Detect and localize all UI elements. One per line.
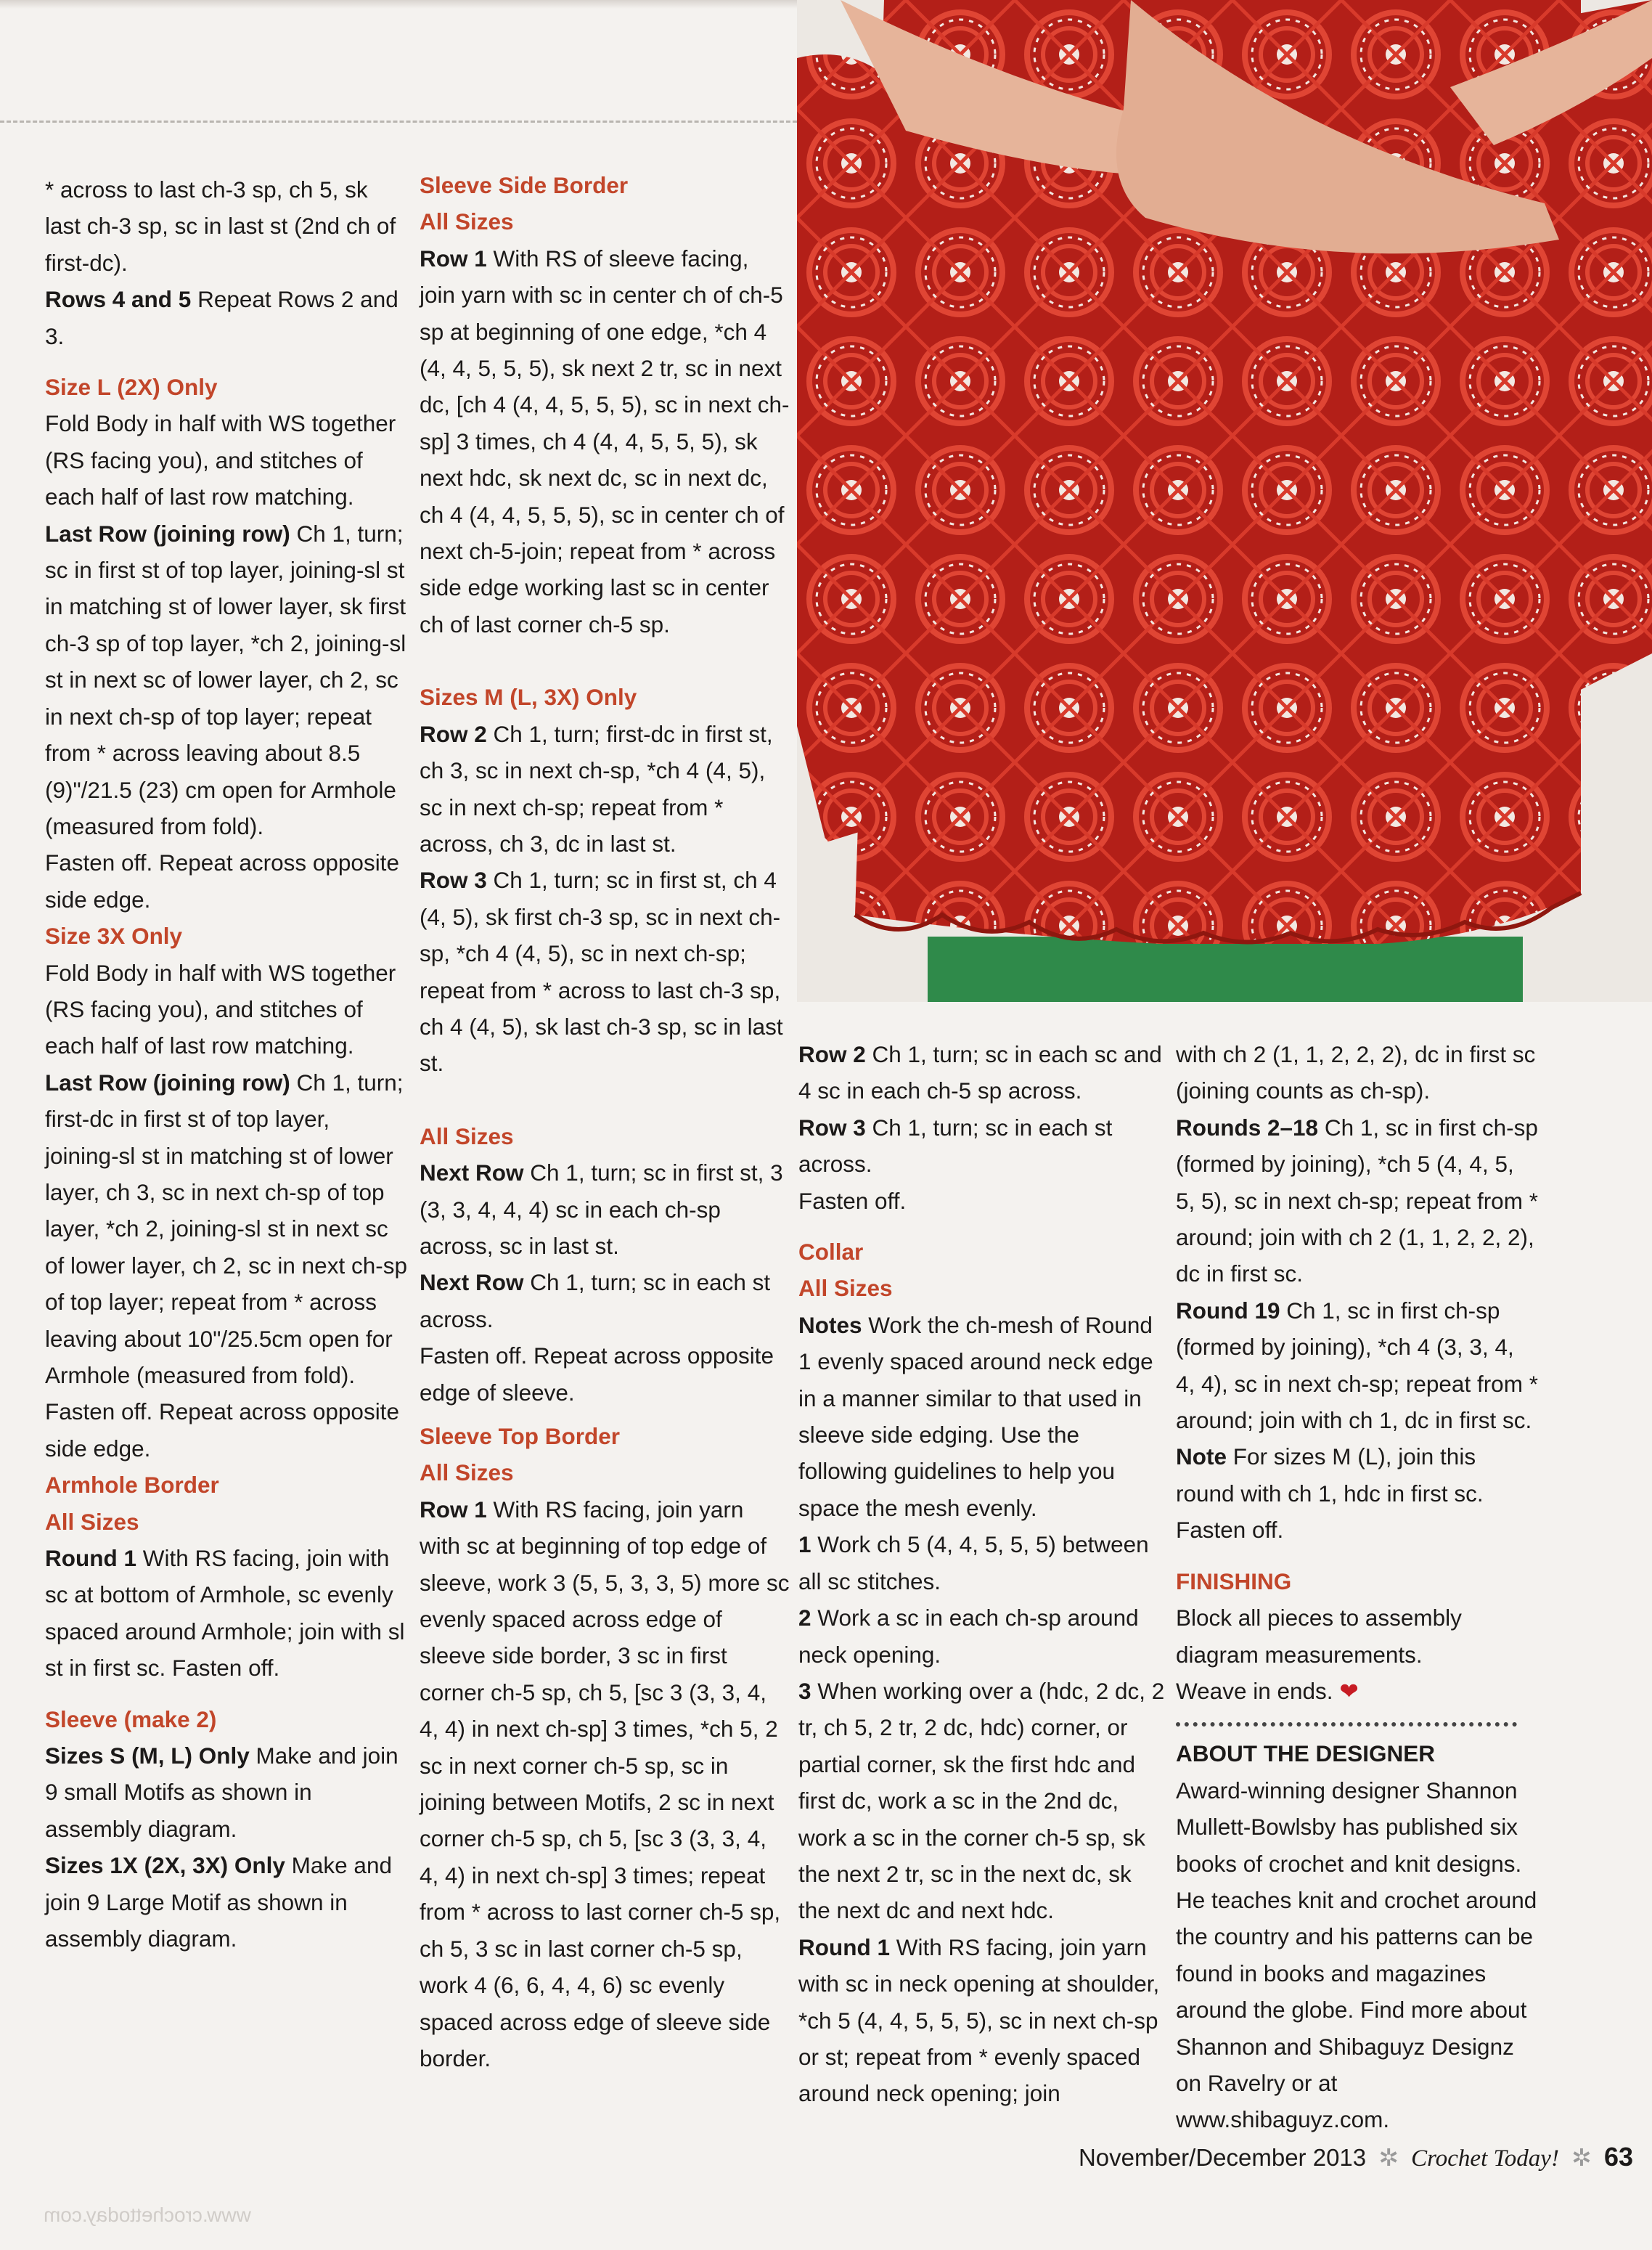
paragraph: Next Row Ch 1, turn; sc in each st across. xyxy=(420,1269,771,1332)
section-heading: Size 3X Only xyxy=(45,923,183,950)
paragraph: Round 19 Ch 1, sc in first ch-sp (formed by joining), *ch 4 (3, 3, 4, 4, 4), sc in next ch-sp; repeat from * around; join with ch 1, dc in first sc. Note For sizes M (L), join this round with ch 1, hdc in first sc. Fasten off. xyxy=(1176,1297,1538,1544)
column-3 xyxy=(798,1036,1169,2112)
page-footer xyxy=(994,2142,1633,2172)
designer-bio: Award-winning designer Shannon Mullett-Bowlsby has published six books of crochet and knit designs. He teaches knit and crochet around the country and his patterns can be found in books and magazines around the globe. Find more about Shannon and Shibaguyz Designz on Ravelry or at www.shibaguyz.com. xyxy=(1176,1777,1537,2133)
paragraph: Row 2 Ch 1, turn; sc in each sc and 4 sc in each ch-5 sp across. xyxy=(798,1041,1162,1104)
paragraph: Last Row (joining row) Ch 1, turn; first-dc in first st of top layer, joining-sl st in matching st of lower layer, ch 3, sc in next ch-sp of top layer, *ch 2, joining-sl st in next sc of lower layer, ch 2, sc in next ch-sp of top layer; repeat from * across leaving about 10"/25.5cm open for Armhole (measured from fold). xyxy=(45,1069,407,1388)
bleed-through-url: www.crochettoday.com xyxy=(44,2204,251,2226)
column-2 xyxy=(420,167,790,2076)
section-heading: Collar xyxy=(798,1239,864,1265)
paragraph: Row 2 Ch 1, turn; first-dc in first st, ch 3, sc in next ch-sp, *ch 4 (4, 5), sc in next ch-sp; repeat from * across, ch 3, dc in last st. xyxy=(420,720,773,857)
paragraph: 2 Work a sc in each ch-sp around neck opening. xyxy=(798,1605,1139,1668)
paragraph: Round 1 With RS facing, join yarn with sc in neck opening at shoulder, *ch 5 (4, 4, 5, 5, 5), sc in next ch-sp or st; repeat from * evenly spaced around neck opening; join xyxy=(798,1933,1160,2107)
paragraph: Fasten off. Repeat across opposite edge of sleeve. xyxy=(420,1342,774,1406)
section-heading: Size L (2X) Only xyxy=(45,374,218,401)
section-heading: Sizes M (L, 3X) Only xyxy=(420,684,637,711)
paragraph: Last Row (joining row) Ch 1, turn; sc in first st of top layer, joining-sl st in matching st of lower layer, sk first ch-3 sp of top layer, *ch 2, joining-sl st in next sc of lower layer, ch 2, sc in next ch-sp of top layer; repeat from * across leaving about 8.5 (9)"/21.5 (23) cm open for Armhole (measured from fold). xyxy=(45,520,406,839)
column-1 xyxy=(45,171,408,1957)
top-strip xyxy=(0,0,797,9)
paragraph: Rounds 2–18 Ch 1, sc in first ch-sp (formed by joining), *ch 5 (4, 4, 5, 5, 5), sc in next ch-sp; repeat from * around; join with ch 2 (1, 1, 2, 2, 2), dc in first sc. xyxy=(1176,1114,1538,1287)
section-heading: Sleeve Top Border xyxy=(420,1423,620,1449)
paragraph: Next Row Ch 1, turn; sc in first st, 3 (3, 3, 4, 4, 4) sc in each ch-sp across, sc in last st. xyxy=(420,1159,783,1259)
issue-date: November/December 2013 xyxy=(1078,2144,1367,2171)
column-4 xyxy=(1176,1036,1539,2138)
paragraph: Fold Body in half with WS together (RS facing you), and stitches of each half of last row matching. xyxy=(45,959,396,1059)
paragraph: with ch 2 (1, 1, 2, 2, 2), dc in first sc (joining counts as ch-sp). xyxy=(1176,1041,1536,1104)
paragraph: Block all pieces to assembly diagram measurements. xyxy=(1176,1605,1462,1668)
section-subheading: All Sizes xyxy=(798,1275,893,1302)
paragraph: Sizes S (M, L) Only Make and join 9 small Motifs as shown in assembly diagram. xyxy=(45,1742,398,1842)
paragraph: 1 Work ch 5 (4, 4, 5, 5, 5) between all sc stitches. xyxy=(798,1531,1149,1594)
section-heading: All Sizes xyxy=(420,1122,514,1149)
paragraph: Sizes 1X (2X, 3X) Only Make and join 9 Large Motif as shown in assembly diagram. xyxy=(45,1852,392,1952)
magazine-name: Crochet Today! xyxy=(1411,2145,1559,2172)
section-subheading: All Sizes xyxy=(420,1459,514,1486)
paragraph: Fasten off. xyxy=(798,1187,907,1214)
section-heading: ABOUT THE DESIGNER xyxy=(1176,1740,1436,1767)
paragraph: Rows 4 and 5 Repeat Rows 2 and 3. xyxy=(45,286,398,349)
red-crochet-tunic-icon xyxy=(797,0,1652,1002)
garment-photo xyxy=(797,0,1652,1002)
paragraph: Row 3 Ch 1, turn; sc in each st across. xyxy=(798,1114,1113,1178)
separator-icon: ✲ xyxy=(1571,2144,1592,2171)
paragraph: Row 3 Ch 1, turn; sc in first st, ch 4 (4, 5), sk first ch-3 sp, sc in next ch-sp, *ch 4 (4, 5), sc in next ch-sp; repeat from * across to last ch-3 sp, ch 4 (4, 5), sk last ch-3 sp, sc in last st. xyxy=(420,867,783,1077)
paragraph: * across to last ch-3 sp, ch 5, sk last ch-3 sp, sc in last st (2nd ch of first-dc). xyxy=(45,176,396,276)
paragraph: Row 1 With RS of sleeve facing, join yarn with sc in center ch of ch-5 sp at beginning of one edge, *ch 4 (4, 4, 5, 5, 5), sk next 2 tr, sc in next dc, [ch 4 (4, 4, 5, 5, 5), sc in next ch-sp] 3 times, ch 4 (4, 4, 5, 5, 5), sk next hdc, sk next dc, sc in next dc, ch 4 (4, 4, 5, 5, 5), sc in center ch of next ch-5-join; repeat from * across side edge working last sc in center ch of last corner ch-5 sp. xyxy=(420,245,790,637)
paragraph: 3 When working over a (hdc, 2 dc, 2 tr, ch 5, 2 tr, 2 dc, hdc) corner, or partial corner, sk the first hdc and first dc, work a sc in the 2nd dc, work a sc in the corner ch-5 sp, sk the next 2 tr, sc in the next dc, sk the next dc and next hdc. xyxy=(798,1677,1165,1924)
separator-icon: ✲ xyxy=(1378,2144,1399,2171)
paragraph: Notes Work the ch-mesh of Round 1 evenly spaced around neck edge in a manner similar to that used in sleeve side edging. Use the following guidelines to help you space the mesh evenly. xyxy=(798,1311,1153,1521)
paragraph: Row 1 With RS facing, join yarn with sc at beginning of top edge of sleeve, work 3 (5, 5, 3, 3, 5) more sc evenly spaced across edge of sleeve side border, 3 sc in first corner ch-5 sp, ch 5, [sc 3 (3, 3, 4, 4, 4) in next ch-sp] 3 times, *ch 5, 2 sc in next corner ch-5 sp, sc in joining between Motifs, 2 sc in next corner ch-5 sp, ch 5, [sc 3 (3, 3, 4, 4, 4) in next ch-sp] 3 times; repeat from * across to last corner ch-5 sp, ch 5, 3 sc in last corner ch-5 sp, work 4 (6, 6, 4, 4, 6) sc evenly spaced across edge of sleeve side border. xyxy=(420,1496,790,2071)
section-heading: Sleeve Side Border xyxy=(420,172,629,198)
section-heading: FINISHING xyxy=(1176,1568,1292,1594)
paragraph: Fasten off. Repeat across opposite side edge. xyxy=(45,849,399,913)
heart-icon: ❤ xyxy=(1339,1677,1359,1704)
paragraph: Fold Body in half with WS together (RS facing you), and stitches of each half of last row matching. xyxy=(45,410,396,510)
dashed-rule xyxy=(0,121,797,123)
section-heading: Armhole Border xyxy=(45,1472,219,1499)
paragraph: Fasten off. Repeat across opposite side edge. xyxy=(45,1398,399,1462)
section-heading: Sleeve (make 2) xyxy=(45,1705,217,1732)
section-subheading: All Sizes xyxy=(420,208,514,235)
dotted-rule xyxy=(1176,1722,1517,1727)
paragraph: Weave in ends. ❤ xyxy=(1176,1677,1359,1704)
page-number: 63 xyxy=(1603,2142,1633,2172)
section-subheading: All Sizes xyxy=(45,1508,139,1535)
paragraph: Round 1 With RS facing, join with sc at bottom of Armhole, sc evenly spaced around Armhole; join with sl st in first sc. Fasten off. xyxy=(45,1545,405,1682)
